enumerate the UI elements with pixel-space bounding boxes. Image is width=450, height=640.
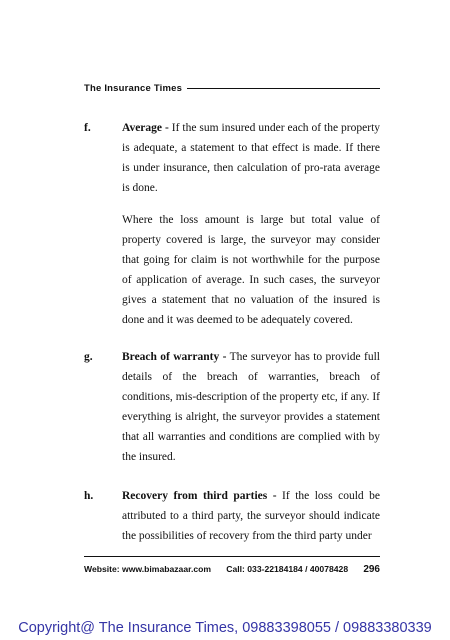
running-footer [84,562,380,576]
item-body: If the loss could be attributed to a third party, the surveyor should indicate the possibilities of recovery from the third party under [122,490,380,542]
item-body: The surveyor has to provide full details of the breach of warranties, breach of conditions, mis-description of the property etc, if any. If everything is alright, the surveyor provides a statement that all warranties and conditions are complied with by the insured. [122,351,380,463]
header-rule [187,88,380,89]
footer-website: Website: www.bimabazaar.com [84,564,212,574]
item-content [122,347,380,479]
footer-call: Call: 033-22184184 / 40078428 [226,564,349,574]
page-number: 296 [363,563,380,575]
item-paragraph [122,118,380,198]
item-body: If the sum insured under each of the property is adequate, a statement to that effect is made. If there is under insurance, then calculation of pro-rata average is done. [122,122,381,194]
item-letter: h. [84,490,94,502]
item-content [122,486,380,558]
item-letter: g. [84,351,93,363]
item-heading: Recovery from third parties - [122,490,277,502]
copyright-notice: Copyright@ The Insurance Times, 09883398055 / 09883380339 [18,620,432,636]
item-content [122,118,380,342]
item-heading: Average - [122,122,169,134]
item-paragraph-extra: Where the loss amount is large but total value of property covered is large, the surveyor may consider that going for claim is not worthwhile for the purpose of application of average. In such cases, the surveyor gives a statement that no valuation of the insured is done and it was deemed to be adequately covered. [122,214,380,326]
item-letter: f. [84,122,91,134]
header-title: The Insurance Times [84,82,183,94]
item-heading: Breach of warranty - [122,351,227,363]
item-paragraph [122,347,380,467]
running-header [84,81,380,95]
footer-rule [84,556,380,557]
item-paragraph [122,486,380,546]
